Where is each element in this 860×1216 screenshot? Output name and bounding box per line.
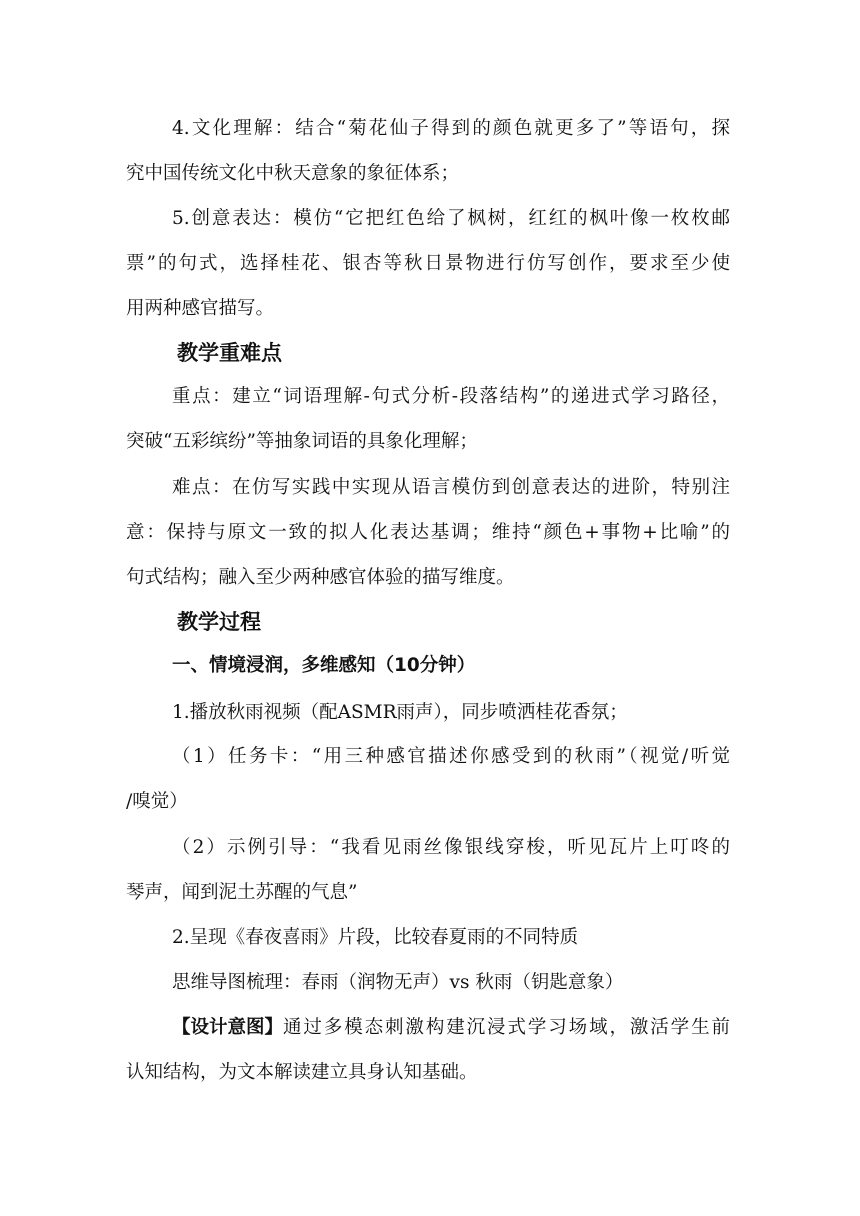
objective-5-line-3: 用两种感官描写。: [126, 298, 275, 319]
focus-line-1: 重点：建立“词语理解-句式分析-段落结构”的递进式学习路径，: [172, 386, 730, 407]
process-heading: 教学过程: [177, 610, 261, 634]
mindmap-line: 思维导图梳理：春雨（润物无声）vs 秋雨（钥匙意象）: [172, 972, 624, 993]
objective-5-line-2: 票”的句式，选择桂花、银杏等秋日景物进行仿写创作，要求至少使: [126, 253, 730, 274]
objective-5-line-1: 5.创意表达：模仿“它把红色给了枫树，红红的枫叶像一枚枚邮: [172, 208, 730, 229]
example-line-2: 琴声，闻到泥土苏醒的气息”: [126, 882, 358, 903]
design-intent-line-1: [172, 1014, 730, 1042]
step-1: 1.播放秋雨视频（配ASMR雨声），同步喷洒桂花香氛；: [172, 702, 628, 723]
design-intent-line-2: 认知结构，为文本解读建立具身认知基础。: [126, 1062, 478, 1083]
difficulty-line-1: 难点：在仿写实践中实现从语言模仿到创意表达的进阶，特别注: [172, 477, 730, 498]
part-1-title: 一、情境浸润，多维感知（10分钟）: [172, 655, 476, 676]
task-card-line-1: （1）任务卡：“用三种感官描述你感受到的秋雨”（视觉/听觉: [172, 746, 730, 767]
key-points-heading: 教学重难点: [177, 341, 282, 365]
difficulty-line-2: 意：保持与原文一致的拟人化表达基调；维持“颜色+事物+比喻”的: [126, 522, 730, 543]
focus-line-2: 突破“五彩缤纷”等抽象词语的具象化理解；: [126, 431, 478, 452]
design-intent-text: 通过多模态刺激构建沉浸式学习场域，激活学生前: [283, 1017, 730, 1038]
task-card-line-2: /嗅觉）: [126, 791, 188, 812]
objective-4-line-2: 究中国传统文化中秋天意象的象征体系；: [126, 163, 460, 184]
objective-4-line-1: 4.文化理解：结合“菊花仙子得到的颜色就更多了”等语句，探: [172, 118, 730, 139]
design-intent-label: 【设计意图】: [172, 1017, 284, 1038]
example-line-1: （2）示例引导：“我看见雨丝像银线穿梭，听见瓦片上叮咚的: [172, 837, 730, 858]
difficulty-line-3: 句式结构；融入至少两种感官体验的描写维度。: [126, 567, 515, 588]
step-2: 2.呈现《春夜喜雨》片段，比较春夏雨的不同特质: [172, 927, 579, 948]
